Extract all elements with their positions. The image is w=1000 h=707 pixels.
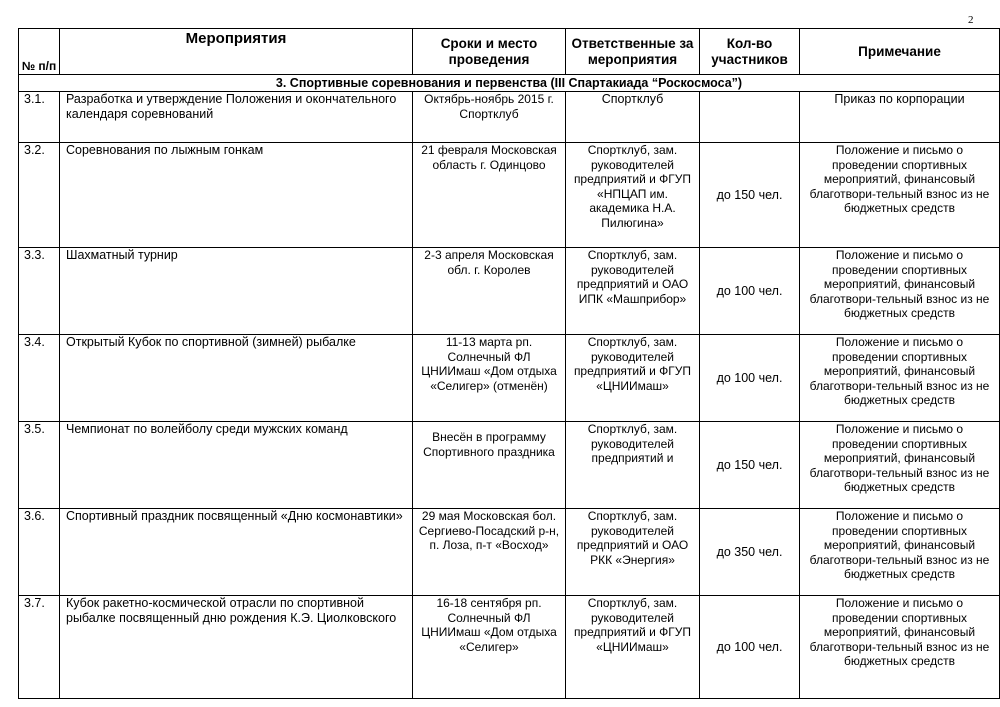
row-responsible: Спортклуб, зам. руководителей предприятий и ФГУП «НПЦАП им. академика Н.А. Пилюгина» bbox=[566, 143, 700, 248]
row-note: Положение и письмо о проведении спортивных мероприятий, финансовый благотвори-тельный взнос из не бюджетных средств bbox=[800, 509, 1000, 596]
row-num: 3.1. bbox=[19, 92, 60, 143]
row-participants: до 150 чел. bbox=[700, 422, 800, 509]
row-dates-place: 16-18 сентября рп. Солнечный ФЛ ЦНИИмаш «Дом отдыха «Селигер» bbox=[413, 596, 566, 699]
header-note: Примечание bbox=[800, 29, 1000, 75]
table-row bbox=[19, 248, 1000, 335]
header-num: № п/п bbox=[19, 29, 60, 75]
page-number: 2 bbox=[968, 14, 974, 26]
row-num: 3.4. bbox=[19, 335, 60, 422]
row-responsible: Спортклуб bbox=[566, 92, 700, 143]
table-row bbox=[19, 92, 1000, 143]
row-dates-place: 29 мая Московская бол. Сергиево-Посадский р-н, п. Лоза, п-т «Восход» bbox=[413, 509, 566, 596]
row-dates-place: 2-3 апреля Московская обл. г. Королев bbox=[413, 248, 566, 335]
row-participants bbox=[700, 92, 800, 143]
table-row bbox=[19, 509, 1000, 596]
row-responsible: Спортклуб, зам. руководителей предприятий и ОАО ИПК «Машприбор» bbox=[566, 248, 700, 335]
events-table bbox=[18, 28, 1000, 699]
row-num: 3.7. bbox=[19, 596, 60, 699]
header-participants: Кол-во участников bbox=[700, 29, 800, 75]
table-row bbox=[19, 335, 1000, 422]
row-participants: до 100 чел. bbox=[700, 335, 800, 422]
row-num: 3.2. bbox=[19, 143, 60, 248]
row-num: 3.3. bbox=[19, 248, 60, 335]
row-note: Положение и письмо о проведении спортивных мероприятий, финансовый благотвори-тельный взнос из не бюджетных средств bbox=[800, 596, 1000, 699]
table-row bbox=[19, 143, 1000, 248]
row-event: Чемпионат по волейболу среди мужских команд bbox=[60, 422, 413, 509]
header-event: Мероприятия bbox=[60, 29, 413, 75]
row-note: Положение и письмо о проведении спортивных мероприятий, финансовый благотвори-тельный взнос из не бюджетных средств bbox=[800, 422, 1000, 509]
row-note: Положение и письмо о проведении спортивных мероприятий, финансовый благотвори-тельный взнос из не бюджетных средств bbox=[800, 143, 1000, 248]
row-event: Открытый Кубок по спортивной (зимней) рыбалке bbox=[60, 335, 413, 422]
row-participants: до 100 чел. bbox=[700, 248, 800, 335]
row-note: Положение и письмо о проведении спортивных мероприятий, финансовый благотвори-тельный взнос из не бюджетных средств bbox=[800, 248, 1000, 335]
header-responsible: Ответственные за мероприятия bbox=[566, 29, 700, 75]
row-dates-place: Октябрь-ноябрь 2015 г. Спортклуб bbox=[413, 92, 566, 143]
row-event: Шахматный турнир bbox=[60, 248, 413, 335]
row-dates-place: 11-13 марта рп. Солнечный ФЛ ЦНИИмаш «Дом отдыха «Селигер» (отменён) bbox=[413, 335, 566, 422]
row-participants: до 100 чел. bbox=[700, 596, 800, 699]
row-responsible: Спортклуб, зам. руководителей предприятий и bbox=[566, 422, 700, 509]
table-row bbox=[19, 596, 1000, 699]
row-num: 3.5. bbox=[19, 422, 60, 509]
row-num: 3.6. bbox=[19, 509, 60, 596]
header-row bbox=[19, 29, 1000, 75]
row-dates-place: 21 февраля Московская область г. Одинцово bbox=[413, 143, 566, 248]
row-event: Соревнования по лыжным гонкам bbox=[60, 143, 413, 248]
section-title: 3. Спортивные соревнования и первенства (III Спартакиада “Роскосмоса”) bbox=[19, 75, 1000, 92]
table-row bbox=[19, 422, 1000, 509]
row-dates-place: Внесён в программу Спортивного праздника bbox=[413, 422, 566, 509]
header-dates-place: Сроки и место проведения bbox=[413, 29, 566, 75]
section-row bbox=[19, 75, 1000, 92]
row-event: Спортивный праздник посвященный «Дню космонавтики» bbox=[60, 509, 413, 596]
row-responsible: Спортклуб, зам. руководителей предприятий и ФГУП «ЦНИИмаш» bbox=[566, 596, 700, 699]
row-note: Приказ по корпорации bbox=[800, 92, 1000, 143]
row-participants: до 350 чел. bbox=[700, 509, 800, 596]
row-event: Разработка и утверждение Положения и окончательного календаря соревнований bbox=[60, 92, 413, 143]
row-note: Положение и письмо о проведении спортивных мероприятий, финансовый благотвори-тельный взнос из не бюджетных средств bbox=[800, 335, 1000, 422]
row-responsible: Спортклуб, зам. руководителей предприятий и ОАО РКК «Энергия» bbox=[566, 509, 700, 596]
row-participants: до 150 чел. bbox=[700, 143, 800, 248]
row-event: Кубок ракетно-космической отрасли по спортивной рыбалке посвященный дню рождения К.Э. Циолковского bbox=[60, 596, 413, 699]
row-responsible: Спортклуб, зам. руководителей предприятий и ФГУП «ЦНИИмаш» bbox=[566, 335, 700, 422]
